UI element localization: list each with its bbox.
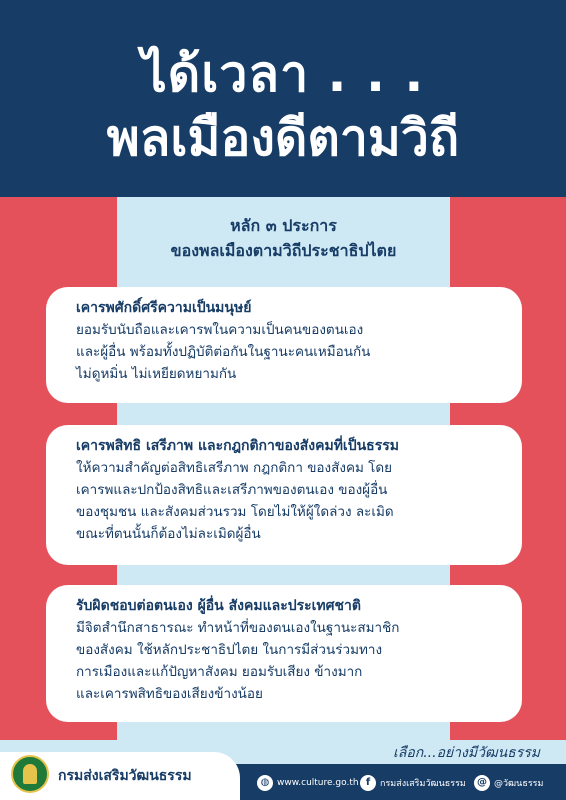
facebook-link[interactable] bbox=[360, 772, 466, 794]
slogan: เลือก...อย่างมีวัฒนธรรม bbox=[392, 745, 540, 761]
principle-card-1 bbox=[46, 287, 522, 403]
title-line-2: พลเมืองดีตามวิถี bbox=[106, 109, 460, 167]
card-heading: รับผิดชอบต่อตนเอง ผู้อื่น สังคมและประเทศชาติ bbox=[76, 598, 361, 614]
subtitle-line-2: ของพลเมืองตามวิถีประชาธิปไตย bbox=[170, 241, 397, 260]
at-icon: @ bbox=[474, 775, 490, 791]
title-line-1: ได้เวลา . . . bbox=[141, 45, 425, 103]
principle-card-3 bbox=[46, 585, 522, 722]
card-heading: เคารพสิทธิ เสรีภาพ และกฎกติกาของสังคมที่เป็นธรรม bbox=[76, 438, 399, 454]
card-heading: เคารพศักดิ์ศรีความเป็นมนุษย์ bbox=[76, 300, 252, 316]
facebook-icon: f bbox=[360, 775, 376, 791]
instagram-link[interactable] bbox=[474, 772, 543, 794]
card-body: มีจิตสำนึกสาธารณะ ทำหน้าที่ของตนเองในฐานะสมาชิก ของสังคม ใช้หลักประชาธิปไตย ในการมีส่วนร่วมทาง การเมืองและแก้ปัญหาสังคม ยอมรับเสียง ข้างมาก และเคารพสิทธิของเสียงข้างน้อย bbox=[76, 620, 400, 702]
card-body: ยอมรับนับถือและเคารพในความเป็นคนของตนเอง และผู้อื่น พร้อมทั้งปฏิบัติต่อกันในฐานะคนเหมือนกัน ไม่ดูหมิ่น ไม่เหยียดหยามกัน bbox=[76, 322, 371, 382]
subtitle-line-1: หลัก ๓ ประการ bbox=[230, 216, 337, 235]
department-name: กรมส่งเสริมวัฒนธรรม bbox=[58, 768, 192, 784]
instagram-text: @วัฒนธรรม bbox=[494, 779, 544, 789]
card-body: ให้ความสำคัญต่อสิทธิเสรีภาพ กฎกติกา ของสังคม โดย เคารพและปกป้องสิทธิและเสรีภาพของตนเอง ของผู้อื่น ของชุมชน และสังคมส่วนรวม โดยไม่ให้ผู้ใดล่วง ละเมิด ขณะที่ตนนั้นก็ต้องไม่ละเมิดผู้อื่น bbox=[76, 460, 394, 542]
facebook-text: กรมส่งเสริมวัฒนธรรม bbox=[380, 779, 466, 789]
globe-icon: ◍ bbox=[257, 775, 273, 791]
emblem-logo bbox=[11, 755, 49, 793]
subtitle bbox=[117, 213, 450, 263]
principle-card-2 bbox=[46, 425, 522, 565]
website-text: www.culture.go.th bbox=[277, 778, 359, 788]
website-link[interactable] bbox=[257, 772, 359, 794]
